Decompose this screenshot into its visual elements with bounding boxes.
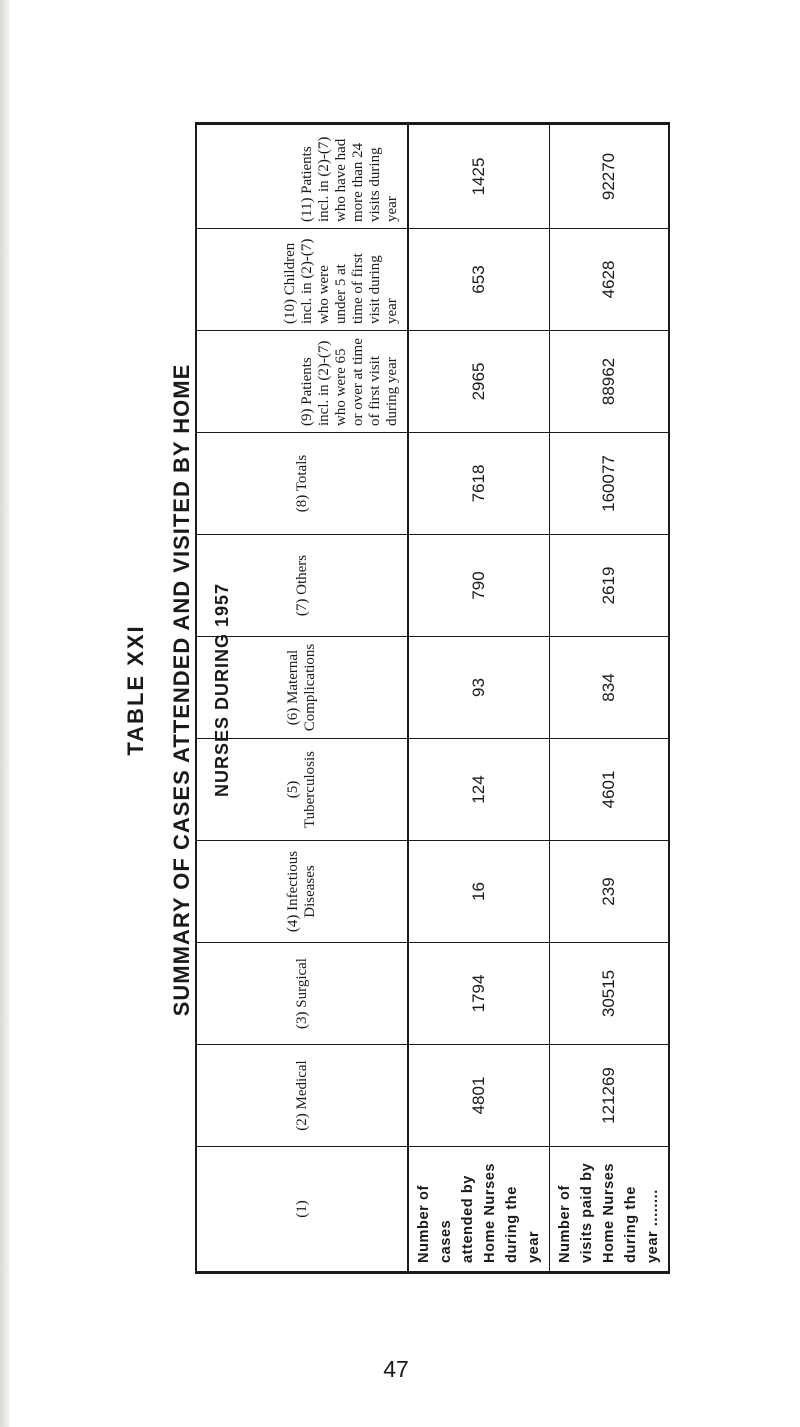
table-subtitle-year: NURSES DURING 1957 <box>212 582 232 798</box>
page-number: 47 <box>383 1356 409 1382</box>
column-header: (4) Infectious Diseases <box>196 841 408 943</box>
table-cell: 7618 <box>408 433 550 535</box>
header-row <box>196 124 408 1273</box>
column-header: (6) Maternal Complications <box>196 637 408 739</box>
table-cell: 4801 <box>408 1045 550 1147</box>
table-cell: 160077 <box>550 433 670 535</box>
table-cell: 93 <box>408 637 550 739</box>
table-cell: 124 <box>408 739 550 841</box>
page-binding-edge <box>0 0 9 1427</box>
table-cell: 834 <box>550 637 670 739</box>
column-header: (1) <box>196 1147 408 1273</box>
table-cell: 239 <box>550 841 670 943</box>
column-header: (7) Others <box>196 535 408 637</box>
row-label: Number of visits paid by Home Nurses during the year ........ <box>557 1162 661 1263</box>
table-cell: 30515 <box>550 943 670 1045</box>
column-header: (5) Tuberculosis <box>196 739 408 841</box>
table-cell: 4601 <box>550 739 670 841</box>
table-row <box>408 124 550 1273</box>
table-title: TABLE XXI <box>123 624 148 756</box>
column-header: (11) Patients incl. in (2)-(7) who have had more than 24 visits during year <box>196 124 408 229</box>
table-row <box>550 124 670 1273</box>
rotated-table-wrapper <box>195 124 661 1274</box>
table-cell: 1425 <box>408 124 550 229</box>
table-cell: 16 <box>408 841 550 943</box>
table-cell: 790 <box>408 535 550 637</box>
table-cell: 1794 <box>408 943 550 1045</box>
column-header: (9) Patients incl. in (2)-(7) who were 65 or over at time of first visit during year <box>196 331 408 433</box>
column-header: (8) Totals <box>196 433 408 535</box>
table-subtitle: SUMMARY OF CASES ATTENDED AND VISITED BY HOME <box>169 363 194 1017</box>
table-cell: 121269 <box>550 1045 670 1147</box>
table-cell: 653 <box>408 229 550 331</box>
column-header: (3) Surgical <box>196 943 408 1045</box>
column-header: (2) Medical <box>196 1045 408 1147</box>
summary-table <box>195 122 670 1274</box>
table-cell: 2965 <box>408 331 550 433</box>
table-cell: 92270 <box>550 124 670 229</box>
table-cell: 88962 <box>550 331 670 433</box>
table-cell: 4628 <box>550 229 670 331</box>
table-cell: 2619 <box>550 535 670 637</box>
row-label: Number of cases attended by Home Nurses during the year <box>408 1147 550 1273</box>
column-header: (10) Children incl. in (2)-(7) who were under 5 at time of first visit during year <box>196 229 408 331</box>
